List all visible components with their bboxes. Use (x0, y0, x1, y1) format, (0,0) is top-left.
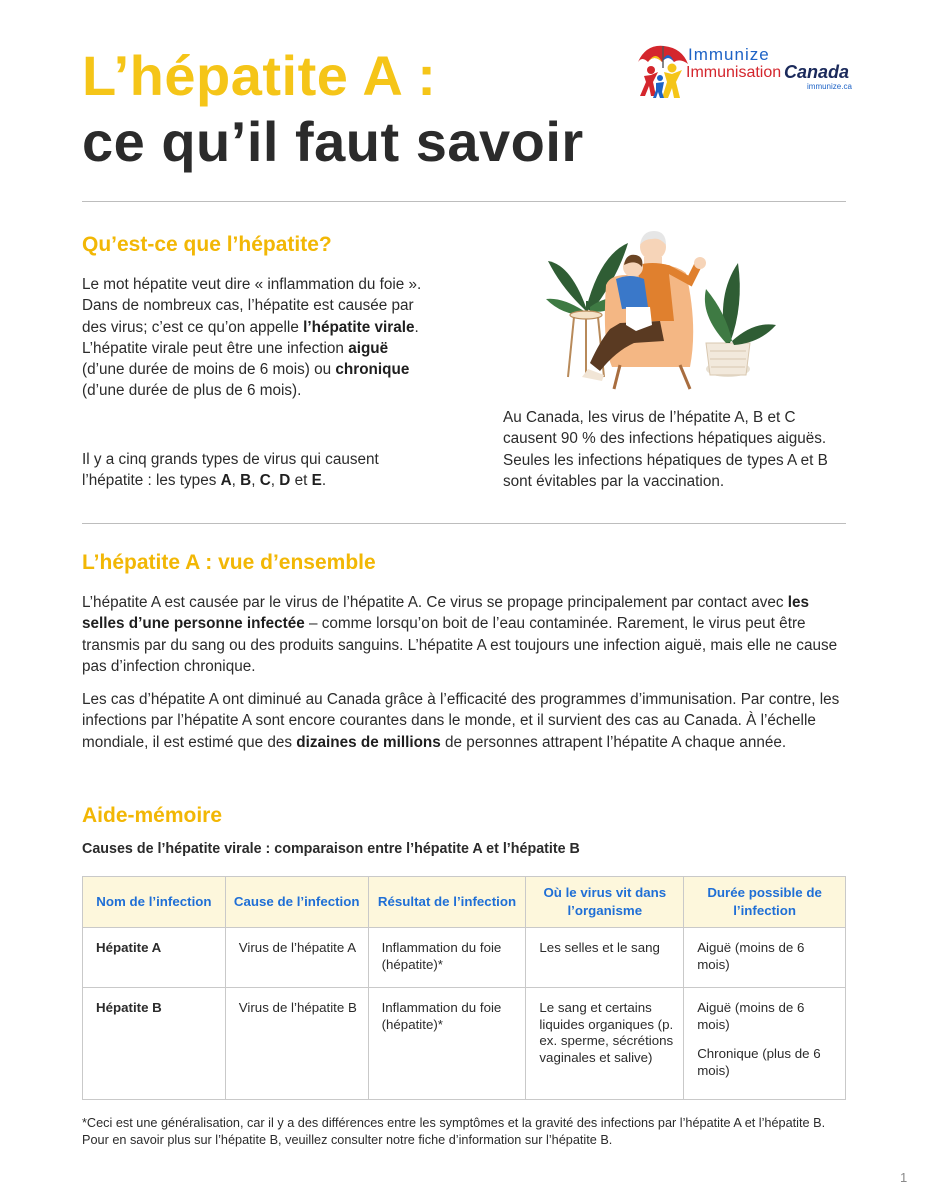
table-row (83, 928, 846, 988)
table-cell-where: Les selles et le sang (526, 928, 684, 988)
table-cell-duration: Aiguë (moins de 6 mois) (684, 928, 846, 988)
logo-text-immunize: Immunize (688, 45, 770, 64)
section-heading-overview: L’hépatite A : vue d’ensemble (82, 551, 376, 574)
column-header: Résultat de l’infection (368, 877, 526, 928)
divider (82, 201, 846, 202)
table-cell-name: Hépatite B (83, 988, 226, 1100)
section-heading-reminder: Aide-mémoire (82, 804, 223, 827)
section-heading-what-is: Qu’est-ce que l’hépatite? (82, 233, 332, 256)
table-caption: Causes de l’hépatite virale : comparaison entre l’hépatite A et l’hépatite B (82, 841, 580, 857)
table-cell-where: Le sang et certains liquides organiques (p. ex. sperme, sécrétions vaginales et salive) (526, 988, 684, 1100)
table-header-row (83, 877, 846, 928)
table-cell-result: Inflammation du foie (hépatite)* (368, 928, 526, 988)
logo-text-canada: Canada (784, 62, 850, 82)
table-cell-cause: Virus de l’hépatite B (225, 988, 368, 1100)
table-cell-cause: Virus de l’hépatite A (225, 928, 368, 988)
table-cell-duration: Aiguë (moins de 6 mois) Chronique (plus de 6 mois) (684, 988, 846, 1100)
table-cell-result: Inflammation du foie (hépatite)* (368, 988, 526, 1100)
umbrella-family-icon (634, 42, 690, 100)
comparison-table (82, 876, 846, 1100)
title-line-1: L’hépatite A : (82, 44, 437, 107)
column-header: Durée possible de l’infection (684, 877, 846, 928)
footnote: *Ceci est une généralisation, car il y a des différences entre les symptômes et la gravité des infections par l’hépatite A et l’hépatite B. Pour en savoir plus sur l’hépatite B, veuillez consulter notre fiche d’information sur l’hépatite B. (82, 1116, 826, 1147)
column-header: Où le virus vit dans l’organisme (526, 877, 684, 928)
paragraph-transmission: L’hépatite A est causée par le virus de l’hépatite A. Ce virus se propage principalement par contact avec les selles d’une personne infectée – comme lorsqu’on boit de l’eau contaminée. Rarement, le virus peut être transmis par du sang ou des produits sanguins. L’hépatite A est toujours une infection aiguë, mais elle ne cause pas d’infection chronique. (82, 594, 838, 675)
page-number: 1 (900, 1170, 908, 1185)
table-row (83, 988, 846, 1100)
column-header: Nom de l’infection (83, 877, 226, 928)
immunize-canada-logo (634, 42, 852, 104)
paragraph-epidemiology: Les cas d’hépatite A ont diminué au Canada grâce à l’efficacité des programmes d’immunisation. Par contre, les infections par l’hépatite A sont encore courantes dans le monde, et il survient des cas au Canada. À l’échelle mondiale, il est estimé que des dizaines de millions de personnes attrapent l’hépatite A chaque année. (82, 691, 840, 751)
title-line-2: ce qu’il faut savoir (82, 110, 584, 173)
paragraph-definition: Le mot hépatite veut dire « inflammation du foie ». Dans de nombreux cas, l’hépatite est causée par des virus; c’est ce qu’on appelle l’hépatite virale. L’hépatite virale peut être une infection aiguë (d’une durée de moins de 6 mois) ou chronique (d’une durée de plus de 6 mois). (82, 276, 422, 400)
paragraph-virus-types: Il y a cinq grands types de virus qui causent l’hépatite : les types A, B, C, D et E. (82, 451, 379, 490)
paragraph-canada-stats: Au Canada, les virus de l’hépatite A, B et C causent 90 % des infections hépatiques aiguës. Seules les infections hépatiques de types A et B sont évitables par la vaccination. (503, 409, 828, 490)
logo-text-immunisation: Immunisation (686, 64, 782, 81)
column-header: Cause de l’infection (225, 877, 368, 928)
grandparent-child-illustration (540, 225, 780, 400)
logo-text-url: immunize.ca (807, 82, 852, 91)
table-cell-name: Hépatite A (83, 928, 226, 988)
divider (82, 523, 846, 524)
